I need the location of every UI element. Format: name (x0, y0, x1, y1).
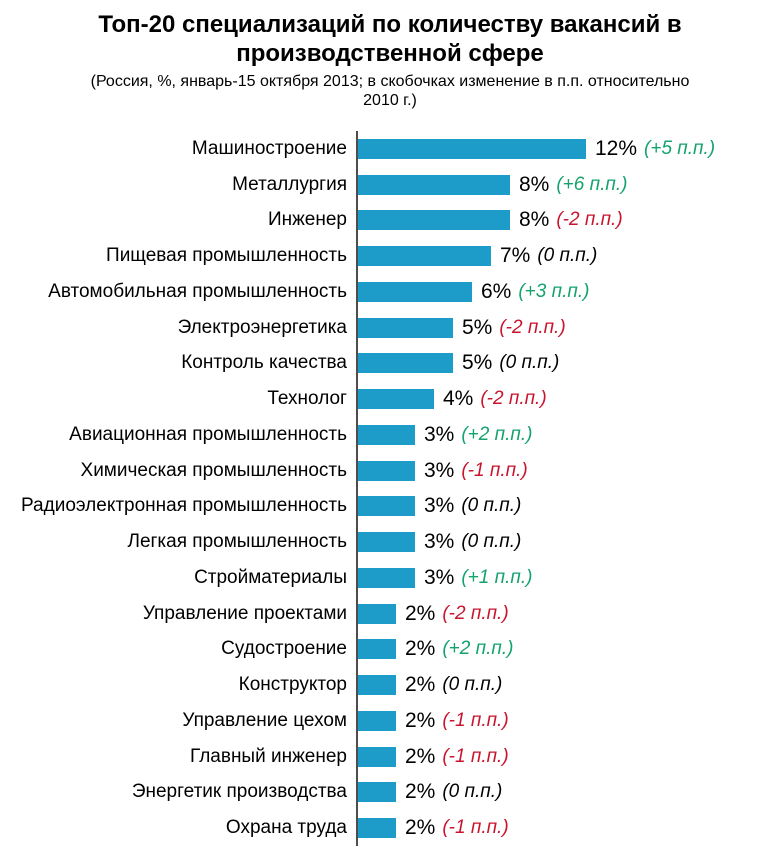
bar (358, 425, 415, 445)
value-label: 2% (405, 637, 436, 661)
category-label: Стройматериалы (194, 566, 347, 588)
bar (358, 139, 586, 159)
bar-chart (0, 131, 780, 846)
value-label: 6% (481, 279, 512, 303)
category-label: Конструктор (238, 674, 347, 696)
change-label: (-2 п.п.) (480, 388, 547, 410)
category-label: Контроль качества (181, 352, 347, 374)
bar-zone (356, 351, 780, 375)
bar (358, 389, 434, 409)
value-label: 8% (519, 208, 550, 232)
bar (358, 675, 396, 695)
bar (358, 496, 415, 516)
change-label: (0 п.п.) (461, 531, 522, 553)
bar (358, 532, 415, 552)
category-label: Технолог (267, 388, 347, 410)
change-label: (0 п.п.) (442, 674, 503, 696)
change-label: (-2 п.п.) (442, 602, 509, 624)
change-label: (-2 п.п.) (499, 316, 566, 338)
bar-zone (356, 745, 780, 769)
change-label: (+6 п.п.) (556, 173, 628, 195)
bar-row (0, 667, 780, 703)
chart-subtitle: (Россия, %, январь-15 октября 2013; в скобочках изменение в п.п. относительно 2010 г.) (90, 72, 690, 109)
bar-row (0, 167, 780, 203)
bar (358, 210, 510, 230)
category-label: Энергетик производства (131, 781, 347, 803)
bar (358, 639, 396, 659)
bar-zone (356, 709, 780, 733)
category-label: Управление цехом (182, 709, 347, 731)
category-label: Химическая промышленность (80, 459, 347, 481)
bar-row (0, 310, 780, 346)
value-label: 7% (500, 244, 531, 268)
bar-zone (356, 566, 780, 590)
change-label: (0 п.п.) (499, 352, 560, 374)
bar-row (0, 774, 780, 810)
bar-row (0, 631, 780, 667)
bar-row (0, 381, 780, 417)
value-label: 2% (405, 816, 436, 840)
bar-zone (356, 316, 780, 340)
bar (358, 282, 472, 302)
bar (358, 246, 491, 266)
bar-zone (356, 780, 780, 804)
bar-row (0, 131, 780, 167)
category-label: Судостроение (221, 638, 347, 660)
bar (358, 461, 415, 481)
value-label: 3% (424, 565, 455, 589)
bar-row (0, 345, 780, 381)
change-label: (-1 п.п.) (442, 745, 509, 767)
category-label: Легкая промышленность (127, 531, 347, 553)
bar-row (0, 202, 780, 238)
bar-zone (356, 137, 780, 161)
change-label: (+2 п.п.) (442, 638, 514, 660)
category-label: Пищевая промышленность (106, 245, 347, 267)
chart-title: Топ-20 специализаций по количеству вакансий в производственной сфере (98, 11, 682, 68)
bar-row (0, 810, 780, 846)
value-label: 2% (405, 744, 436, 768)
value-label: 2% (405, 708, 436, 732)
bar (358, 353, 453, 373)
bar (358, 711, 396, 731)
bar-zone (356, 673, 780, 697)
change-label: (+1 п.п.) (461, 566, 533, 588)
bar-zone (356, 208, 780, 232)
bar-row (0, 238, 780, 274)
change-label: (0 п.п.) (537, 245, 598, 267)
category-label: Главный инженер (189, 745, 347, 767)
value-label: 12% (595, 136, 638, 160)
category-label: Металлургия (232, 173, 347, 195)
change-label: (0 п.п.) (461, 495, 522, 517)
category-label: Машиностроение (191, 137, 347, 159)
value-label: 5% (462, 315, 493, 339)
value-label: 4% (443, 387, 474, 411)
y-axis-line (356, 131, 358, 846)
bar-row (0, 453, 780, 489)
bar-zone (356, 459, 780, 483)
value-label: 3% (424, 530, 455, 554)
category-label: Автомобильная промышленность (48, 280, 347, 302)
bar-zone (356, 244, 780, 268)
change-label: (+5 п.п.) (644, 137, 716, 159)
bar (358, 782, 396, 802)
bar-zone (356, 173, 780, 197)
bar-row (0, 417, 780, 453)
bar-row (0, 739, 780, 775)
bar-zone (356, 637, 780, 661)
bar (358, 818, 396, 838)
bar-row (0, 703, 780, 739)
bar-zone (356, 423, 780, 447)
value-label: 3% (424, 422, 455, 446)
bar (358, 747, 396, 767)
category-label: Авиационная промышленность (69, 423, 347, 445)
bar (358, 175, 510, 195)
change-label: (-2 п.п.) (556, 209, 623, 231)
bar-zone (356, 602, 780, 626)
bar (358, 318, 453, 338)
bar-row (0, 560, 780, 596)
change-label: (-1 п.п.) (442, 709, 509, 731)
value-label: 3% (424, 458, 455, 482)
value-label: 2% (405, 780, 436, 804)
bar-row (0, 596, 780, 632)
value-label: 2% (405, 601, 436, 625)
category-label: Охрана труда (225, 817, 347, 839)
category-label: Управление проектами (142, 602, 347, 624)
category-label: Инженер (267, 209, 347, 231)
bar-row (0, 488, 780, 524)
value-label: 3% (424, 494, 455, 518)
bar-zone (356, 494, 780, 518)
bar-row (0, 524, 780, 560)
change-label: (-1 п.п.) (461, 459, 528, 481)
change-label: (+2 п.п.) (461, 423, 533, 445)
bar-zone (356, 530, 780, 554)
change-label: (-1 п.п.) (442, 817, 509, 839)
category-label: Радиоэлектронная промышленность (21, 495, 347, 517)
value-label: 5% (462, 351, 493, 375)
bar-zone (356, 387, 780, 411)
bar (358, 604, 396, 624)
change-label: (0 п.п.) (442, 781, 503, 803)
value-label: 8% (519, 172, 550, 196)
bar-zone (356, 280, 780, 304)
bar-zone (356, 816, 780, 840)
bar-row (0, 274, 780, 310)
value-label: 2% (405, 673, 436, 697)
category-label: Электроэнергетика (177, 316, 347, 338)
change-label: (+3 п.п.) (518, 280, 590, 302)
bar (358, 568, 415, 588)
